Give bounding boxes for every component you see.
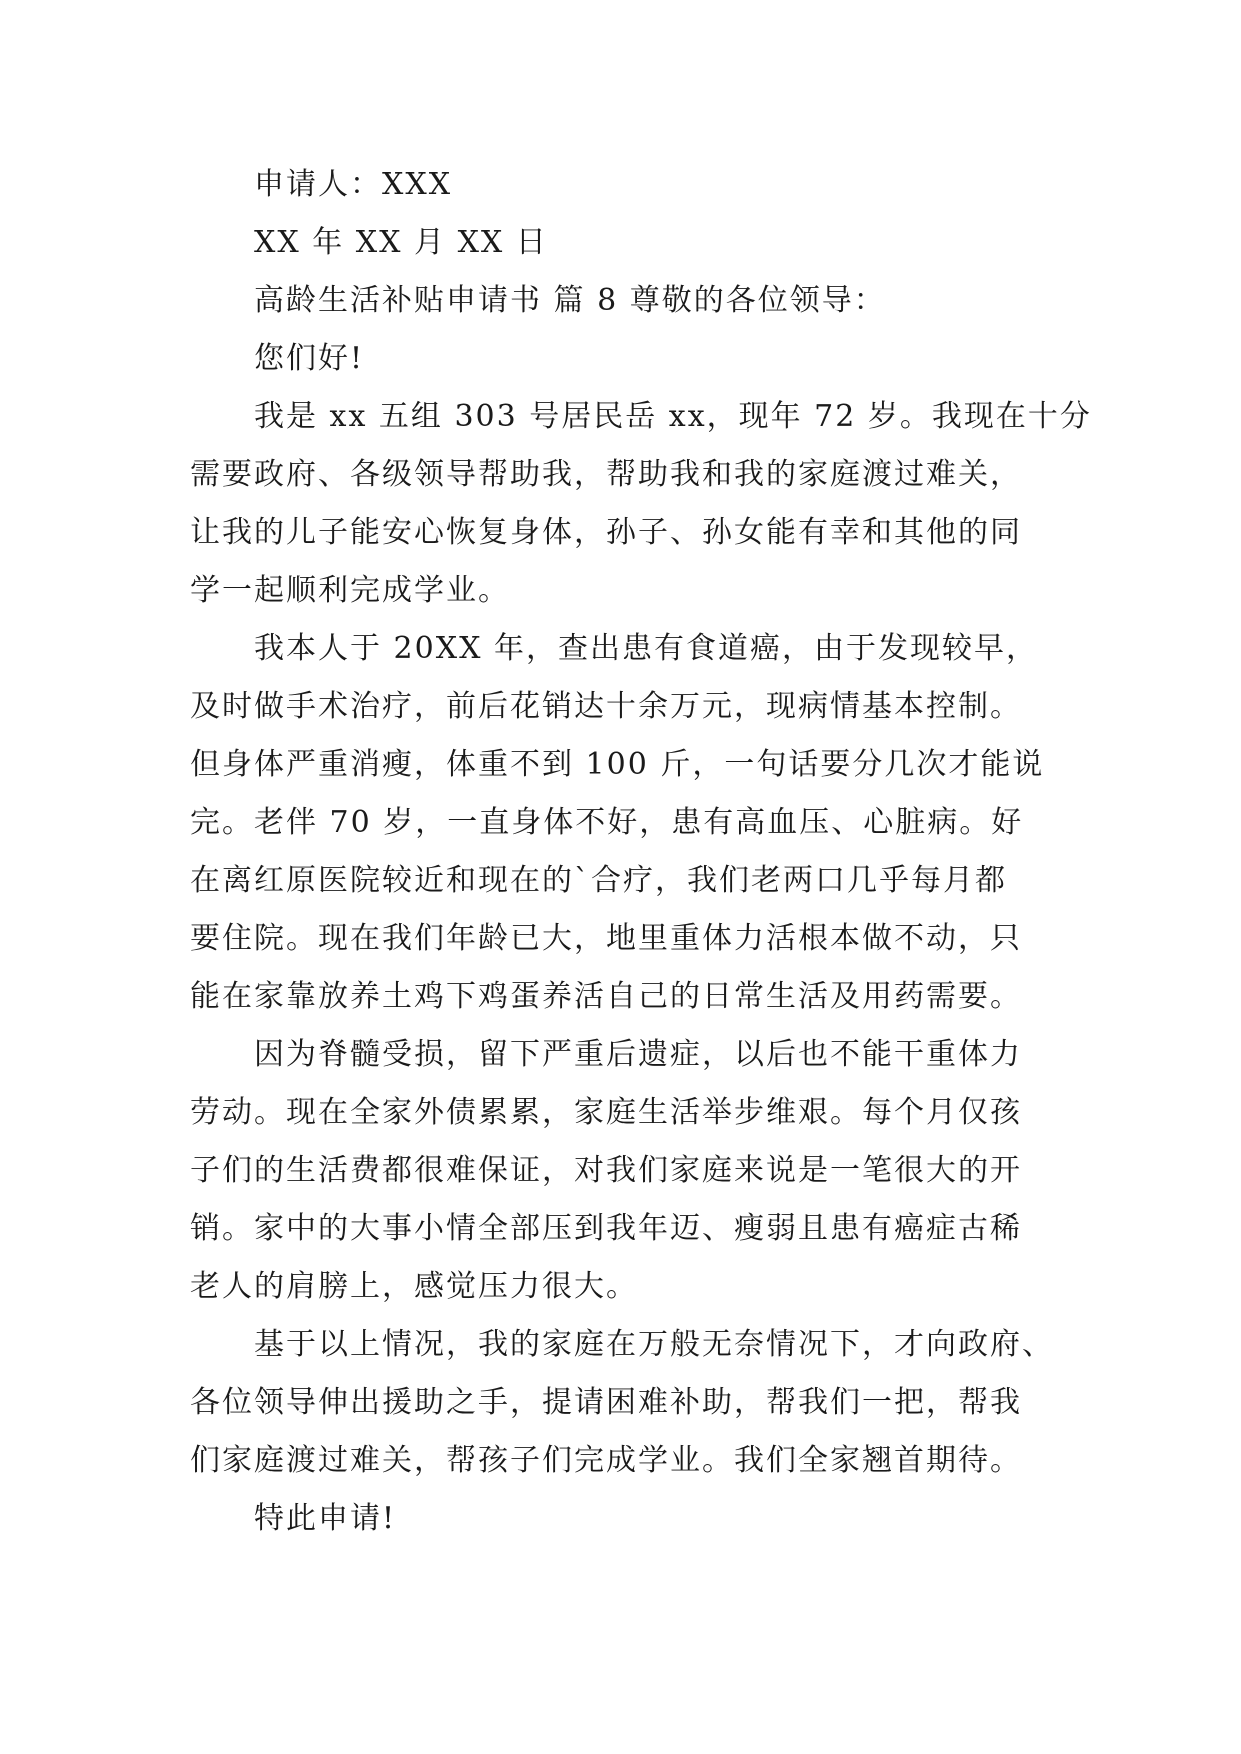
applicant-line: 申请人：XXX bbox=[254, 167, 453, 202]
paragraph-3-line-5: 老人的肩膀上，感觉压力很大。 bbox=[190, 1269, 638, 1304]
paragraph-2-line-2: 及时做手术治疗，前后花销达十余万元，现病情基本控制。 bbox=[190, 689, 1022, 724]
paragraph-4-line-3: 们家庭渡过难关，帮孩子们完成学业。我们全家翘首期待。 bbox=[190, 1443, 1022, 1478]
greeting-line: 您们好! bbox=[254, 341, 365, 376]
paragraph-2-line-5: 在离红原医院较近和现在的`合疗，我们老两口几乎每月都 bbox=[190, 863, 1007, 898]
paragraph-2-line-3: 但身体严重消瘦，体重不到 100 斤，一句话要分几次才能说 bbox=[190, 747, 1045, 782]
paragraph-1-line-2: 需要政府、各级领导帮助我，帮助我和我的家庭渡过难关， bbox=[190, 457, 1022, 492]
paragraph-2-line-6: 要住院。现在我们年龄已大，地里重体力活根本做不动，只 bbox=[190, 921, 1022, 956]
paragraph-3-line-3: 子们的生活费都很难保证，对我们家庭来说是一笔很大的开 bbox=[190, 1153, 1022, 1188]
paragraph-4-line-1: 基于以上情况，我的家庭在万般无奈情况下，才向政府、 bbox=[254, 1327, 1054, 1362]
paragraph-1-line-3: 让我的儿子能安心恢复身体，孙子、孙女能有幸和其他的同 bbox=[190, 515, 1022, 550]
paragraph-1-line-1: 我是 xx 五组 303 号居民岳 xx，现年 72 岁。我现在十分 bbox=[254, 399, 1092, 434]
paragraph-1-line-4: 学一起顺利完成学业。 bbox=[190, 573, 510, 608]
closing-line: 特此申请! bbox=[254, 1501, 397, 1536]
paragraph-2-line-1: 我本人于 20XX 年，查出患有食道癌，由于发现较早， bbox=[254, 631, 1038, 666]
paragraph-2-line-7: 能在家靠放养土鸡下鸡蛋养活自己的日常生活及用药需要。 bbox=[190, 979, 1022, 1014]
paragraph-2-line-4: 完。老伴 70 岁，一直身体不好，患有高血压、心脏病。好 bbox=[190, 805, 1024, 840]
paragraph-4-line-2: 各位领导伸出援助之手，提请困难补助，帮我们一把，帮我 bbox=[190, 1385, 1022, 1420]
paragraph-3-line-2: 劳动。现在全家外债累累，家庭生活举步维艰。每个月仅孩 bbox=[190, 1095, 1022, 1130]
date-line: XX 年 XX 月 XX 日 bbox=[254, 225, 548, 260]
paragraph-3-line-4: 销。家中的大事小情全部压到我年迈、瘦弱且患有癌症古稀 bbox=[190, 1211, 1022, 1246]
title-line: 高龄生活补贴申请书 篇 8 尊敬的各位领导： bbox=[254, 283, 886, 318]
paragraph-3-line-1: 因为脊髓受损，留下严重后遗症，以后也不能干重体力 bbox=[254, 1037, 1022, 1072]
